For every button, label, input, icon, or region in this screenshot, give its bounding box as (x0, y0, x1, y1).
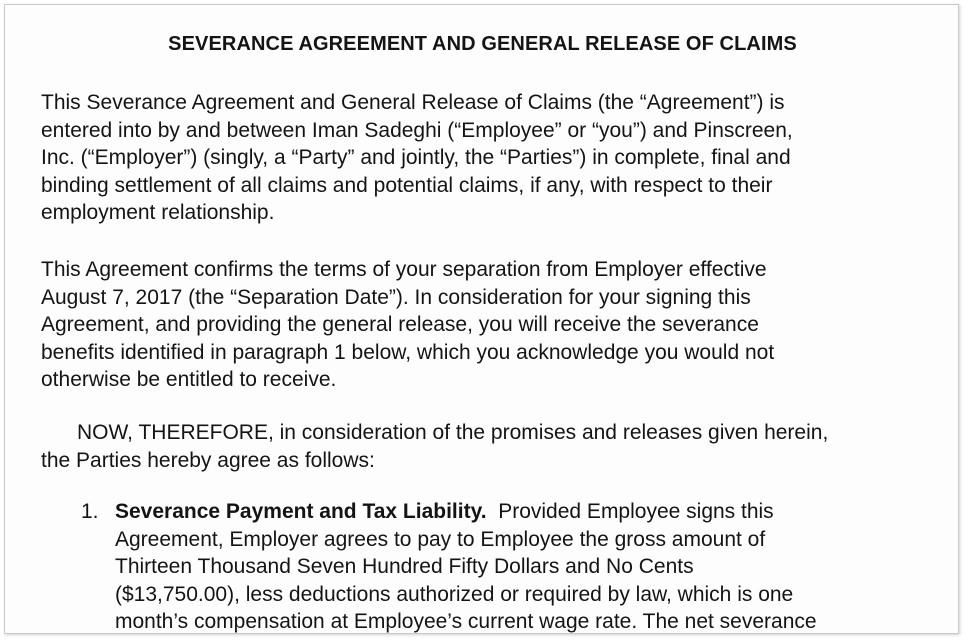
document-title: SEVERANCE AGREEMENT AND GENERAL RELEASE OF CLAIMS (168, 33, 797, 55)
text-line: binding settlement of all claims and potential claims, if any, with respect to their (41, 173, 773, 197)
text-line: month’s compensation at Employee’s current wage rate. The net severance (115, 610, 817, 633)
item-number: 1. (81, 500, 99, 523)
text-line: August 7, 2017 (the “Separation Date”). In consideration for your signing this (41, 285, 751, 309)
item-body (115, 498, 945, 634)
text-line: benefits identified in paragraph 1 below, which you acknowledge you would not (41, 340, 775, 364)
text-line: employment relationship. (41, 201, 275, 224)
text-line: entered into by and between Iman Sadeghi (“Employee” or “you”) and Pinscreen, (41, 118, 793, 142)
text-line: Inc. (“Employer”) (singly, a “Party” and jointly, the “Parties”) in complete, final and (41, 146, 791, 169)
text-line: ($13,750.00), less deductions authorized or required by law, which is one (115, 582, 794, 606)
text-line: Thirteen Thousand Seven Hundred Fifty Dollars and No Cents (115, 555, 694, 578)
text-line: Agreement, and providing the general release, you will receive the severance (41, 313, 759, 336)
document-page (5, 5, 959, 634)
paragraph-therefore (41, 419, 921, 474)
text-line: This Severance Agreement and General Release of Claims (the “Agreement”) is (41, 91, 785, 114)
paragraph-separation (41, 256, 921, 394)
document-frame (4, 4, 959, 634)
text-line: the Parties hereby agree as follows: (41, 448, 375, 472)
item-first-line-text: Provided Employee signs this (486, 500, 774, 523)
item-heading: Severance Payment and Tax Liability. (115, 500, 487, 523)
text-line: NOW, THEREFORE, in consideration of the promises and releases given herein, (77, 421, 829, 444)
text-line: Agreement, Employer agrees to pay to Employee the gross amount of (115, 527, 766, 551)
text-line (115, 498, 945, 526)
text-line: This Agreement confirms the terms of your separation from Employer effective (41, 258, 767, 281)
paragraph-intro (41, 89, 921, 227)
text-line: otherwise be entitled to receive. (41, 368, 337, 391)
